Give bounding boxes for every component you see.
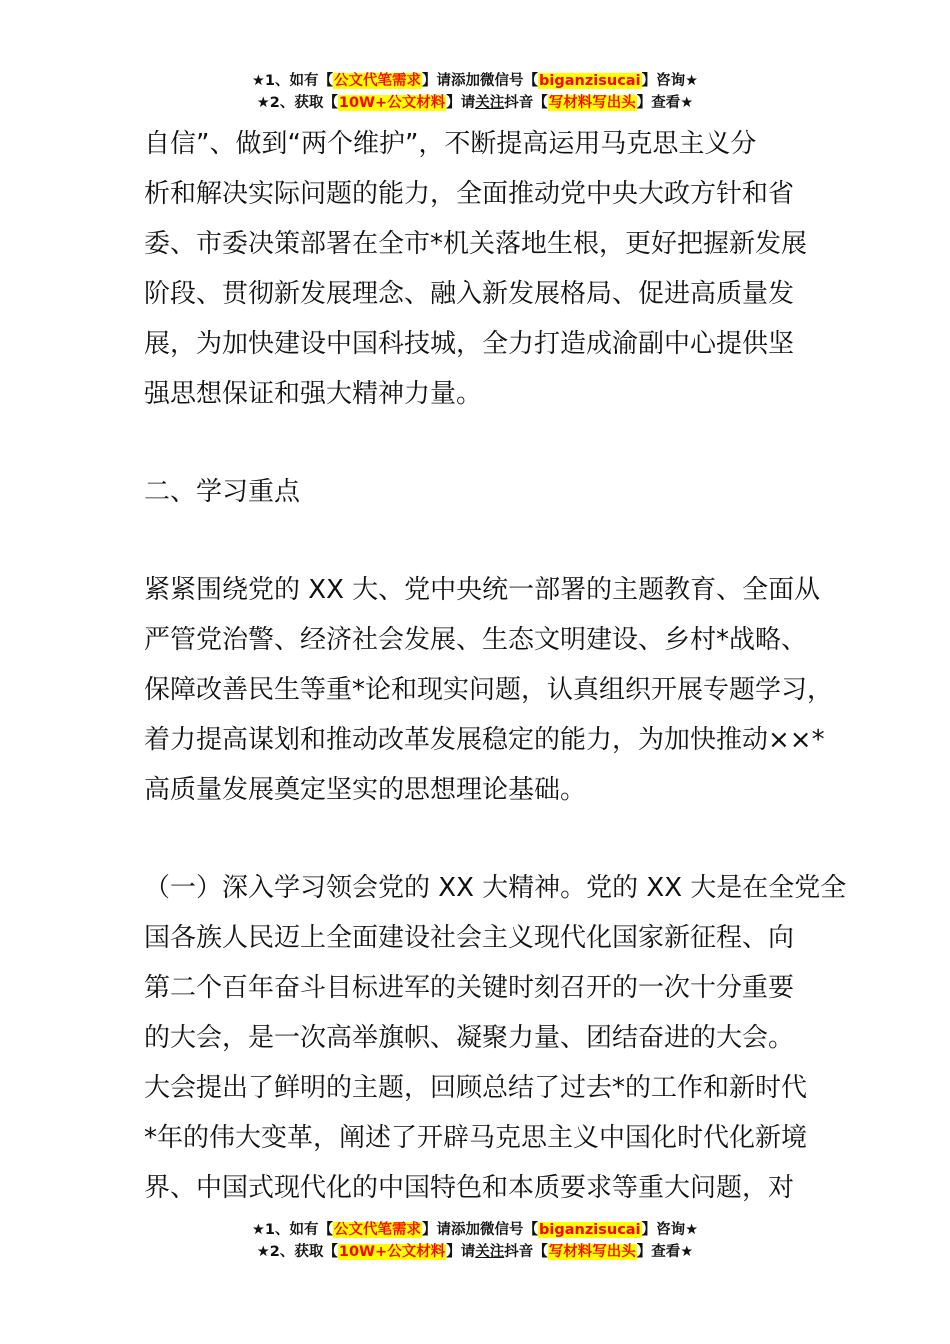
text-line: 析和解决实际问题的能力，全面推动党中央大政方针和省 (144, 179, 795, 209)
text-line: 强思想保证和强大精神力量。 (144, 379, 483, 409)
text-line: 委、市委决策部署在全市*机关落地生根，更好把握新发展 (144, 229, 808, 259)
text-line: 严管党治警、经济社会发展、生态文明建设、乡村*战略、 (144, 625, 808, 655)
heading-text: 二、学习重点 (144, 477, 301, 507)
banner-line-2: ★2、获取【10W+公文材料】请关注抖音【写材料写出头】查看★ (256, 1244, 694, 1260)
banner-line-2: ★2、获取【10W+公文材料】请关注抖音【写材料写出头】查看★ (256, 95, 694, 111)
text-line: 紧紧围绕党的 XX 大、党中央统一部署的主题教育、全面从 (144, 575, 821, 605)
highlight-materials: 10W+公文材料 (338, 1244, 446, 1260)
highlight-materials: 10W+公文材料 (338, 95, 446, 111)
follow-word: 关注 (475, 1244, 505, 1260)
text-line: 着力提高谋划和推动改革发展稳定的能力，为加快推动××* (144, 725, 825, 755)
document-body (144, 119, 847, 1213)
text-line: 高质量发展奠定坚实的思想理论基础。 (144, 775, 587, 805)
text-line: 大会提出了鲜明的主题，回顾总结了过去*的工作和新时代 (144, 1073, 808, 1103)
text-line: 的大会，是一次高举旗帜、凝聚力量、团结奋进的大会。 (144, 1023, 795, 1053)
text-line: 展，为加快建设中国科技城，全力打造成渝副中心提供坚 (144, 329, 795, 359)
banner-line-1: ★1、如有【公文代笔需求】请添加微信号【biganzisucai】咨询★ (251, 73, 699, 89)
text-line: 阶段、贯彻新发展理念、融入新发展格局、促进高质量发 (144, 279, 795, 309)
highlight-service: 公文代笔需求 (334, 73, 422, 89)
banner-line-1: ★1、如有【公文代笔需求】请添加微信号【biganzisucai】咨询★ (251, 1222, 699, 1238)
text-line: 界、中国式现代化的中国特色和本质要求等重大问题，对 (144, 1173, 795, 1203)
highlight-douyin-account: 写材料写出头 (548, 1244, 636, 1260)
text-line: 第二个百年奋斗目标进军的关键时刻召开的一次十分重要 (144, 973, 795, 1003)
paragraph-1 (144, 119, 844, 419)
section-heading (144, 467, 844, 517)
text-line: 国各族人民迈上全面建设社会主义现代化国家新征程、向 (144, 923, 795, 953)
text-line: 自信”、做到“两个维护”，不断提高运用马克思主义分 (144, 129, 757, 159)
paragraph-3 (144, 863, 847, 1213)
highlight-douyin-account: 写材料写出头 (548, 95, 636, 111)
highlight-wechat-id: biganzisucai (539, 1222, 641, 1238)
text-line: （一）深入学习领会党的 XX 大精神。党的 XX 大是在全党全 (144, 873, 847, 903)
text-line: *年的伟大变革，阐述了开辟马克思主义中国化时代化新境 (144, 1123, 808, 1153)
highlight-service: 公文代笔需求 (334, 1222, 422, 1238)
text-line: 保障改善民生等重*论和现实问题，认真组织开展专题学习， (144, 675, 834, 705)
follow-word: 关注 (475, 95, 505, 111)
highlight-wechat-id: biganzisucai (539, 73, 641, 89)
paragraph-2 (144, 565, 844, 815)
header-banner (0, 70, 950, 114)
footer-banner (0, 1219, 950, 1263)
